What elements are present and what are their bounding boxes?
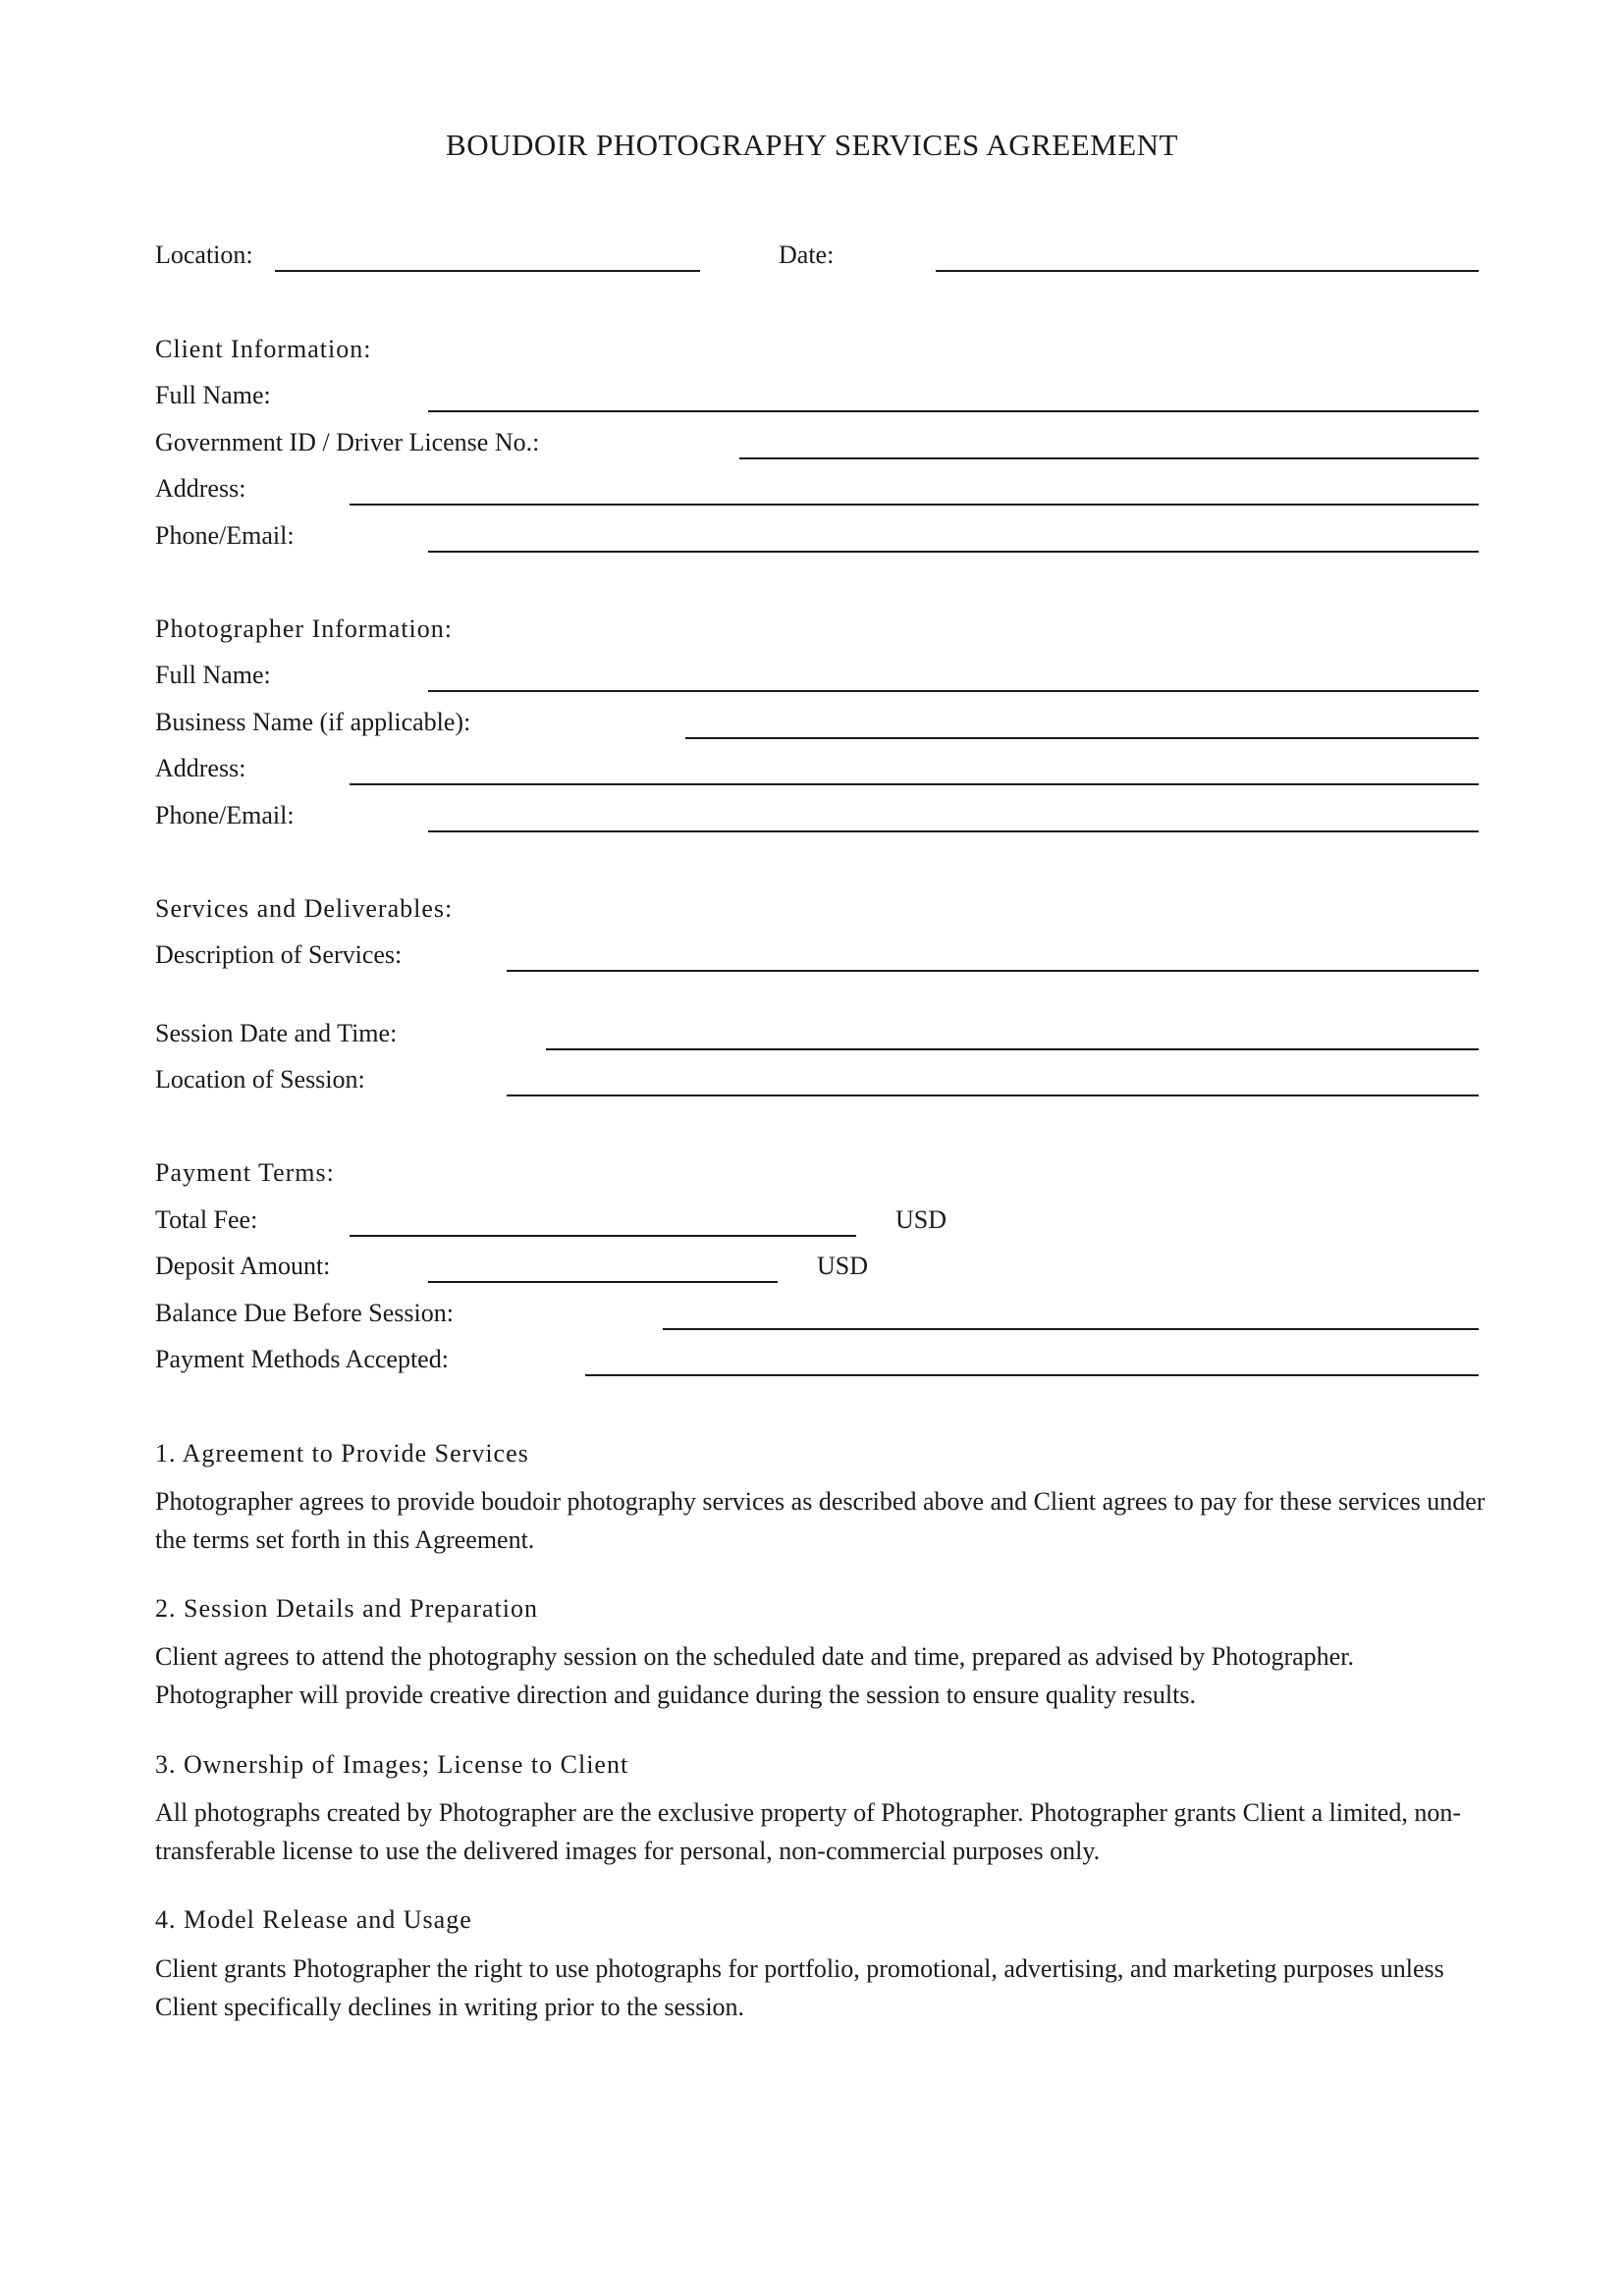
- payment-methods-label: Payment Methods Accepted:: [155, 1345, 449, 1373]
- photographer-full-name-label: Full Name:: [155, 661, 271, 689]
- section-4-heading: 4. Model Release and Usage: [155, 1905, 472, 1934]
- client-address-label: Address:: [155, 474, 246, 503]
- client-full-name-field[interactable]: [428, 410, 1479, 412]
- session-date-time-label: Session Date and Time:: [155, 1019, 398, 1047]
- photographer-phone-email-label: Phone/Email:: [155, 801, 295, 829]
- document-title: BOUDOIR PHOTOGRAPHY SERVICES AGREEMENT: [446, 128, 1178, 162]
- section-4-body: Client grants Photographer the right to use photographs for portfolio, promotional, advertising, and marketing purposes unless Client specifically declines in writing prior to the session.: [155, 1954, 1444, 2021]
- session-location-field[interactable]: [507, 1095, 1479, 1096]
- description-services-field[interactable]: [507, 970, 1479, 972]
- client-gov-id-label: Government ID / Driver License No.:: [155, 428, 540, 456]
- section-3-heading: 3. Ownership of Images; License to Client: [155, 1750, 629, 1779]
- photographer-address-label: Address:: [155, 754, 246, 782]
- photographer-address-field[interactable]: [350, 783, 1479, 785]
- client-info-heading: Client Information:: [155, 335, 372, 363]
- session-location-label: Location of Session:: [155, 1065, 365, 1094]
- photographer-info-heading: Photographer Information:: [155, 614, 453, 643]
- section-1-heading: 1. Agreement to Provide Services: [155, 1439, 529, 1468]
- section-2-body: Client agrees to attend the photography session on the scheduled date and time, prepared as advised by Photographer. Photographer will provide creative direction and guidance during the session to ensure quality results.: [155, 1642, 1354, 1709]
- section-2-heading: 2. Session Details and Preparation: [155, 1594, 538, 1623]
- photographer-business-label: Business Name (if applicable):: [155, 708, 471, 736]
- location-field[interactable]: [275, 270, 700, 272]
- client-phone-email-field[interactable]: [428, 551, 1479, 553]
- client-gov-id-field[interactable]: [739, 457, 1479, 459]
- balance-due-label: Balance Due Before Session:: [155, 1299, 454, 1327]
- photographer-full-name-field[interactable]: [428, 690, 1479, 692]
- client-phone-email-label: Phone/Email:: [155, 521, 295, 550]
- payment-terms-heading: Payment Terms:: [155, 1158, 335, 1187]
- photographer-business-field[interactable]: [685, 737, 1479, 739]
- total-fee-label: Total Fee:: [155, 1205, 258, 1234]
- deposit-currency: USD: [817, 1252, 869, 1280]
- photographer-phone-email-field[interactable]: [428, 830, 1479, 832]
- total-fee-currency: USD: [895, 1205, 947, 1234]
- session-date-time-field[interactable]: [546, 1048, 1479, 1050]
- total-fee-field[interactable]: [350, 1235, 856, 1237]
- date-field[interactable]: [936, 270, 1479, 272]
- deposit-amount-field[interactable]: [428, 1281, 778, 1283]
- payment-methods-field[interactable]: [585, 1374, 1479, 1376]
- balance-due-field[interactable]: [663, 1328, 1479, 1330]
- deposit-amount-label: Deposit Amount:: [155, 1252, 331, 1280]
- client-address-field[interactable]: [350, 504, 1479, 506]
- description-services-label: Description of Services:: [155, 940, 403, 969]
- location-label: Location:: [155, 240, 253, 269]
- section-1-body: Photographer agrees to provide boudoir photography services as described above and Client agrees to pay for these services under the terms set forth in this Agreement.: [155, 1487, 1486, 1554]
- section-3-body: All photographs created by Photographer are the exclusive property of Photographer. Photographer grants Client a limited, non-transferable license to use the delivered images for personal, non-commercial purposes only.: [155, 1798, 1461, 1865]
- date-label: Date:: [779, 240, 835, 269]
- services-heading: Services and Deliverables:: [155, 894, 454, 923]
- client-full-name-label: Full Name:: [155, 381, 271, 409]
